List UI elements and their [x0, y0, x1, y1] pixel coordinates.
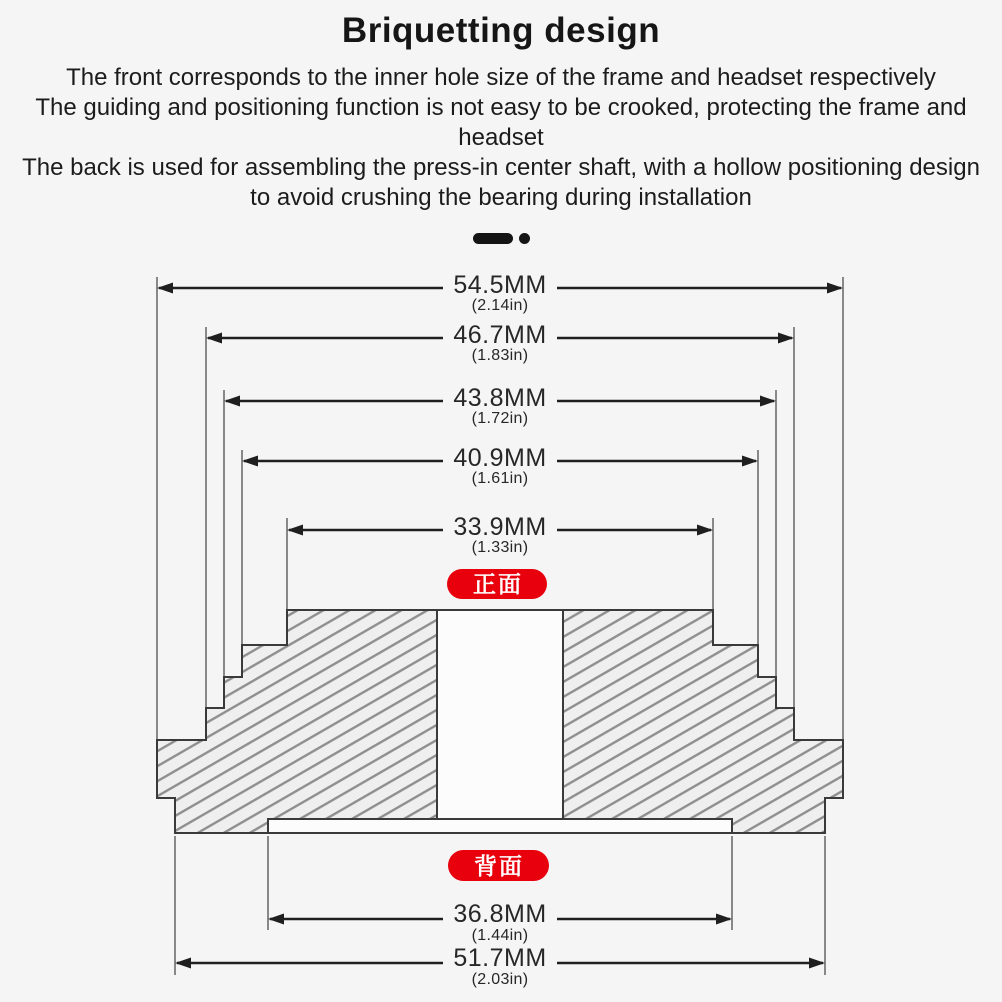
- back-badge-label: 背面: [474, 853, 524, 879]
- description-line: The back is used for assembling the press-in center shaft, with a hollow positioning design: [22, 154, 980, 181]
- left-hatched-section: [157, 610, 437, 833]
- dim-value-inch: (1.44in): [471, 927, 529, 944]
- arrowhead-left-icon: [224, 396, 240, 407]
- back-badge: [448, 850, 549, 881]
- dimension-43-8mm: [224, 384, 776, 427]
- dim-value-inch: (1.61in): [471, 470, 529, 487]
- dim-value-mm: 51.7MM: [453, 944, 547, 972]
- right-hatched-section: [563, 610, 843, 833]
- front-badge-label: 正面: [473, 571, 523, 597]
- dim-value-inch: (1.83in): [471, 347, 529, 364]
- arrowhead-right-icon: [809, 958, 825, 969]
- dim-value-inch: (2.14in): [471, 297, 529, 314]
- dim-value-mm: 54.5MM: [453, 271, 547, 299]
- dimension-46-7mm: [206, 321, 794, 364]
- arrowhead-right-icon: [760, 396, 776, 407]
- dim-value-mm: 40.9MM: [453, 444, 547, 472]
- arrowhead-left-icon: [242, 456, 258, 467]
- arrowhead-left-icon: [287, 525, 303, 536]
- dim-value-mm: 36.8MM: [453, 900, 547, 928]
- arrowhead-right-icon: [697, 525, 713, 536]
- dim-value-mm: 43.8MM: [453, 384, 547, 412]
- cross-section-part: [157, 610, 843, 833]
- arrowhead-left-icon: [175, 958, 191, 969]
- description-line: The front corresponds to the inner hole size of the frame and headset respectively: [66, 64, 936, 91]
- hollow-recess: [269, 820, 731, 833]
- front-badge: [447, 569, 547, 599]
- arrowhead-right-icon: [716, 914, 732, 925]
- arrowhead-right-icon: [827, 283, 843, 294]
- dim-value-mm: 46.7MM: [453, 321, 547, 349]
- dimension-40-9mm: [242, 444, 758, 487]
- page-title: Briquetting design: [341, 11, 661, 50]
- dimension-51-7mm: [175, 944, 825, 988]
- dimension-33-9mm: [287, 513, 713, 556]
- arrowhead-right-icon: [742, 456, 758, 467]
- arrowhead-left-icon: [268, 914, 284, 925]
- description-line: The guiding and positioning function is not easy to be crooked, protecting the frame and: [35, 94, 967, 121]
- arrowhead-right-icon: [778, 333, 794, 344]
- dimension-36-8mm: [268, 900, 732, 944]
- dim-value-inch: (1.72in): [471, 410, 529, 427]
- dim-value-inch: (1.33in): [471, 539, 529, 556]
- arrowhead-left-icon: [157, 283, 173, 294]
- dim-value-mm: 33.9MM: [453, 513, 547, 541]
- description-line: headset: [458, 124, 544, 151]
- arrowhead-left-icon: [206, 333, 222, 344]
- dim-value-inch: (2.03in): [471, 971, 529, 988]
- center-shaft-hole: [438, 611, 563, 819]
- dimension-54-5mm: [157, 271, 843, 314]
- description-line: to avoid crushing the bearing during installation: [250, 184, 752, 211]
